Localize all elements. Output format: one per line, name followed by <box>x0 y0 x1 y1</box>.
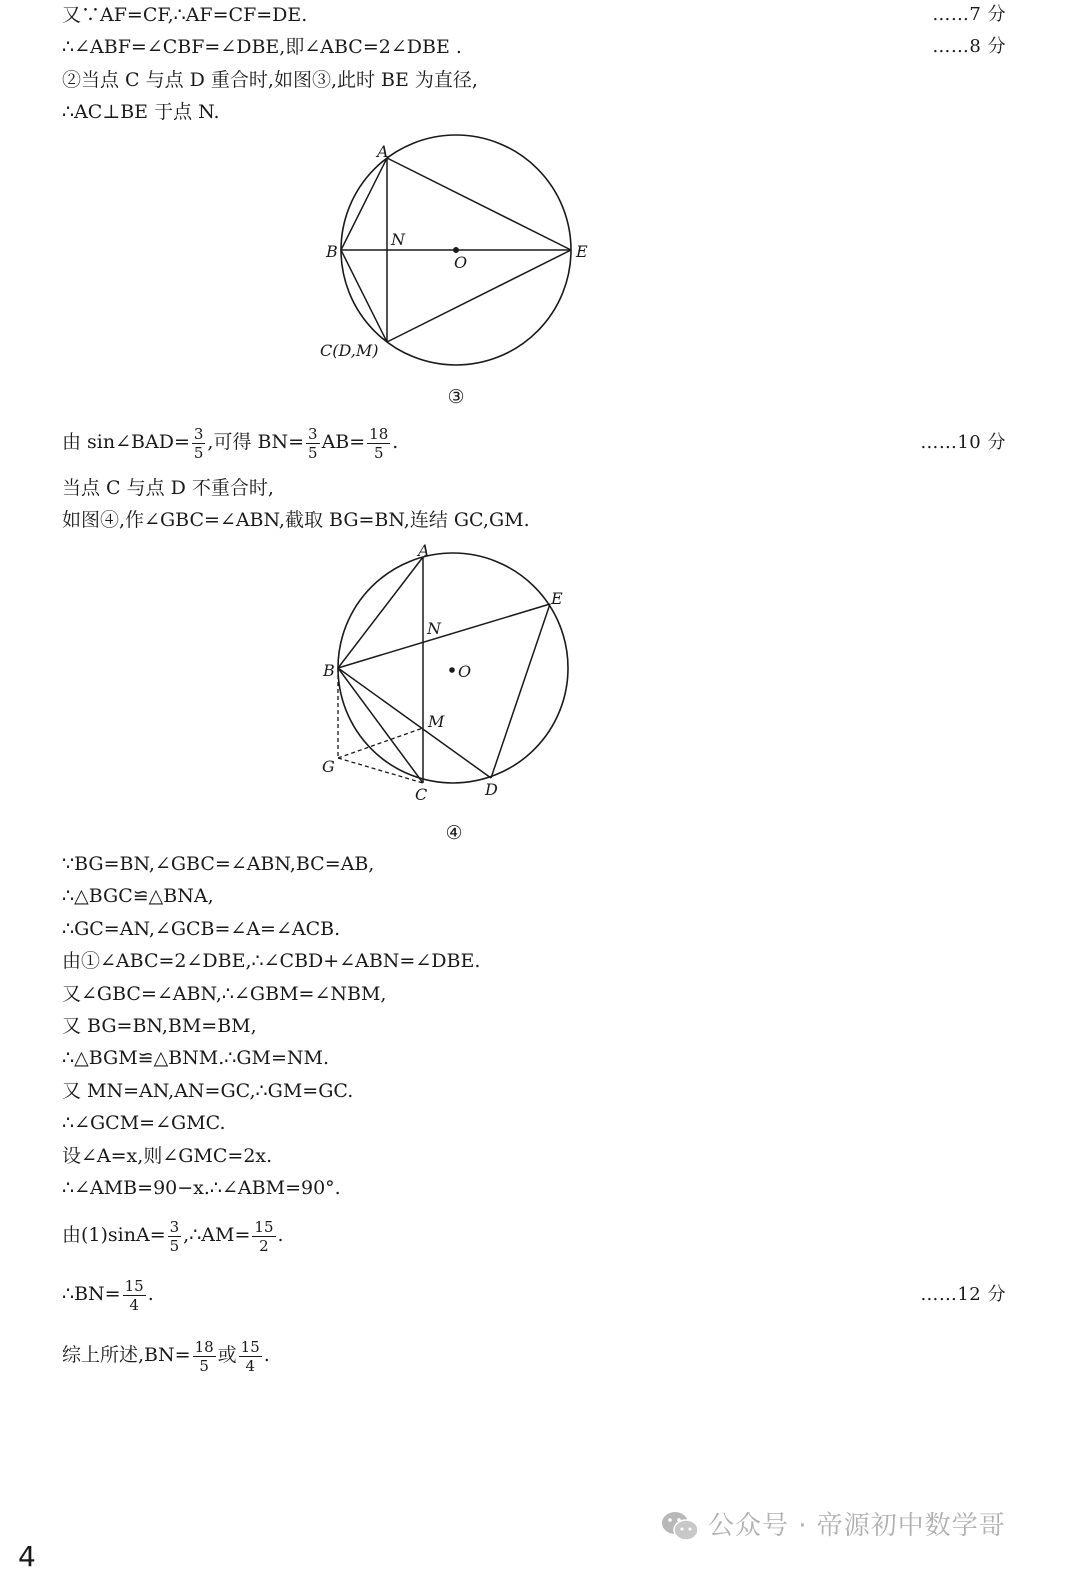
denominator: 5 <box>169 1236 180 1255</box>
segment-ab <box>341 158 387 250</box>
label-a: A <box>377 142 389 161</box>
denominator: 5 <box>308 443 318 462</box>
fraction <box>193 1338 216 1375</box>
numerator: 18 <box>194 1337 214 1356</box>
center-point <box>449 667 455 673</box>
label-e: E <box>551 589 563 608</box>
text-segment: ,可得 BN= <box>207 431 305 453</box>
proof-line: 如图④,作∠GBC=∠ABN,截取 BG=BN,连结 GC,GM. <box>62 509 530 531</box>
label-n: N <box>391 230 405 249</box>
proof-line: 设∠A=x,则∠GMC=2x. <box>62 1145 273 1167</box>
segment-gc <box>338 758 423 783</box>
text-segment: . <box>147 1283 154 1305</box>
wechat-icon <box>660 1510 700 1542</box>
text-segment: 由(1)sinA= <box>62 1224 166 1246</box>
proof-line: ∴∠AMB=90−x.∴∠ABM=90°. <box>62 1177 341 1199</box>
label-n: N <box>427 619 441 638</box>
fraction <box>239 1338 262 1375</box>
segment-gm <box>338 728 423 758</box>
label-o: O <box>458 662 472 681</box>
proof-line-bn <box>62 1264 154 1324</box>
proof-line: 当点 C 与点 D 不重合时, <box>62 477 274 499</box>
proof-line: ∴△BGC≌△BNA, <box>62 885 214 907</box>
segment-be <box>338 604 550 668</box>
proof-line: ∴∠ABF=∠CBF=∠DBE,即∠ABC=2∠DBE . <box>62 36 462 58</box>
numerator: 3 <box>169 1217 180 1236</box>
numerator: 3 <box>193 424 204 443</box>
text-segment: 综上所述,BN= <box>62 1344 191 1366</box>
proof-line-sin <box>62 412 398 472</box>
label-o: O <box>454 253 468 272</box>
numerator: 15 <box>254 1217 274 1236</box>
label-d: D <box>485 780 498 799</box>
watermark-text: 公众号 · 帝源初中数学哥 <box>708 1511 1006 1541</box>
proof-line: 又 MN=AN,AN=GC,∴GM=GC. <box>62 1080 354 1102</box>
proof-line: 又∠GBC=∠ABN,∴∠GBM=∠NBM, <box>62 983 387 1005</box>
figure-4-diagram <box>310 540 600 810</box>
page-number: 4 <box>18 1540 36 1573</box>
segment-ae <box>387 158 571 250</box>
numerator: 18 <box>369 424 389 443</box>
proof-line: 又∵AF=CF,∴AF=CF=DE. <box>62 4 308 26</box>
denominator: 5 <box>193 443 204 462</box>
fraction <box>367 425 390 462</box>
segment-ed <box>491 604 550 778</box>
label-b: B <box>323 661 335 680</box>
figure-3-diagram <box>300 130 620 380</box>
fraction <box>306 425 320 462</box>
label-c: C <box>415 785 428 804</box>
proof-line: ∴GC=AN,∠GCB=∠A=∠ACB. <box>62 918 341 940</box>
figure-4-caption: ④ <box>445 822 463 844</box>
fraction <box>123 1277 146 1314</box>
text-segment: ∴BN= <box>62 1283 121 1305</box>
text-segment: . <box>263 1344 270 1366</box>
denominator: 5 <box>373 443 384 462</box>
label-m: M <box>428 712 445 731</box>
numerator: 15 <box>240 1337 260 1356</box>
fraction <box>252 1218 275 1255</box>
denominator: 5 <box>199 1356 209 1375</box>
score-mark: ……12 分 <box>920 1284 1006 1305</box>
proof-line-sin-a <box>62 1205 284 1265</box>
text-segment: 或 <box>217 1344 237 1366</box>
figure-3-caption: ③ <box>447 386 465 408</box>
proof-line: ∵BG=BN,∠GBC=∠ABN,BC=AB, <box>62 853 375 875</box>
fraction <box>168 1218 182 1255</box>
numerator: 15 <box>124 1276 144 1295</box>
segment-bd <box>338 668 491 778</box>
proof-line: 又 BG=BN,BM=BM, <box>62 1015 257 1037</box>
proof-line: ②当点 C 与点 D 重合时,如图③,此时 BE 为直径, <box>62 69 478 91</box>
label-e: E <box>576 242 588 261</box>
segment-ce <box>387 250 571 342</box>
score-mark: ……8 分 <box>932 36 1006 57</box>
proof-line: ∴△BGM≌△BNM.∴GM=NM. <box>62 1047 330 1069</box>
numerator: 3 <box>308 424 318 443</box>
fraction <box>192 425 206 462</box>
denominator: 4 <box>245 1356 255 1375</box>
denominator: 4 <box>129 1295 139 1314</box>
denominator: 2 <box>259 1236 269 1255</box>
proof-line-final <box>62 1325 270 1385</box>
text-segment: AB= <box>321 431 366 453</box>
segment-bc <box>338 668 423 783</box>
label-a: A <box>418 541 430 560</box>
proof-line: ∴AC⊥BE 于点 N. <box>62 101 220 123</box>
label-b: B <box>326 242 338 261</box>
text-segment: ,∴AM= <box>183 1224 251 1246</box>
segment-ab <box>338 557 423 668</box>
proof-line: 由①∠ABC=2∠DBE,∴∠CBD+∠ABN=∠DBE. <box>62 950 481 972</box>
text-segment: 由 sin∠BAD= <box>62 431 190 453</box>
segment-bc <box>341 250 387 342</box>
text-segment: . <box>277 1224 284 1246</box>
label-c: C(D,M) <box>320 341 379 360</box>
watermark <box>660 1508 1006 1544</box>
score-mark: ……7 分 <box>932 4 1006 25</box>
score-mark: ……10 分 <box>920 432 1006 453</box>
label-g: G <box>322 757 335 776</box>
text-segment: . <box>392 431 399 453</box>
proof-line: ∴∠GCM=∠GMC. <box>62 1112 226 1134</box>
